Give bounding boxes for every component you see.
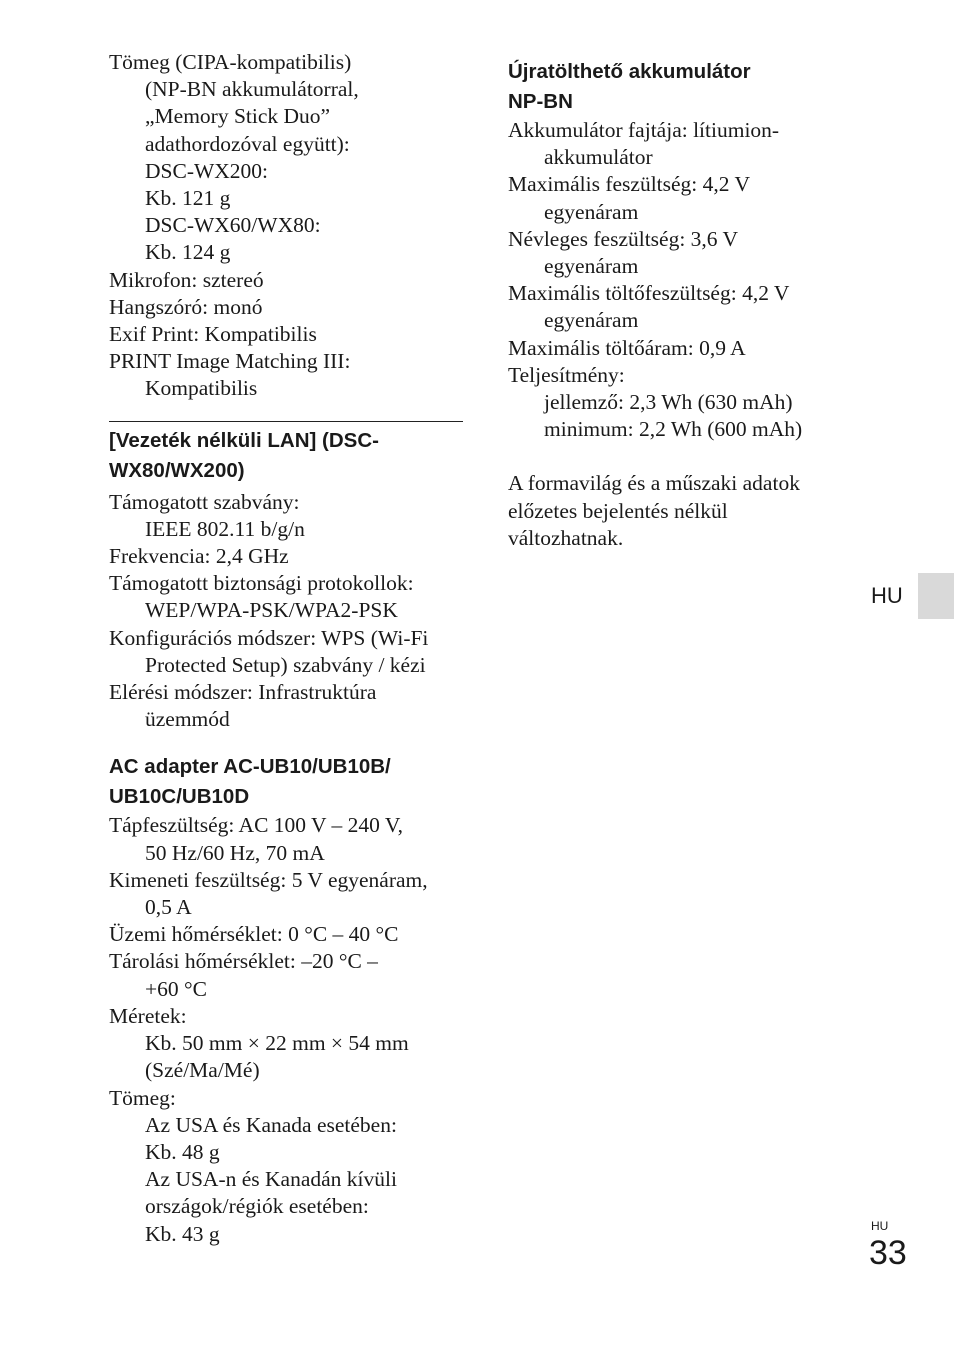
spec-battery-capacity: Teljesítmény: jellemző: 2,3 Wh (630 mAh) minimum: 2,2 Wh (600 mAh): [508, 362, 803, 442]
page-number: 33: [869, 1234, 907, 1272]
spec-wlan-security: Támogatott biztonsági protokollok: WEP/WPA-PSK/WPA2-PSK: [109, 571, 414, 623]
wlan-heading: [Vezeték nélküli LAN] (DSC- WX80/WX200): [109, 428, 379, 482]
spec-ac-mass: Tömeg: Az USA és Kanada esetében: Kb. 48 g Az USA-n és Kanadán kívüli országok/régiók esetében: Kb. 43 g: [109, 1085, 397, 1246]
spec-exif: Exif Print: Kompatibilis: [109, 322, 317, 347]
spec-print-image-matching: PRINT Image Matching III: Kompatibilis: [109, 349, 351, 401]
spec-wlan-config: Konfigurációs módszer: WPS (Wi-Fi Protected Setup) szabvány / kézi: [109, 625, 429, 677]
spec-ac-output: Kimeneti feszültség: 5 V egyenáram, 0,5 A: [109, 867, 428, 920]
spec-ac-supply: Tápfeszültség: AC 100 V – 240 V, 50 Hz/60 Hz, 70 mA: [109, 813, 404, 865]
spec-ac-storage-temp: Tárolási hőmérséklet: –20 °C – +60 °C: [109, 949, 378, 1001]
spec-ac-dimensions: Méretek: Kb. 50 mm × 22 mm × 54 mm (Szé/Ma/Mé): [109, 1003, 409, 1083]
right-column: [508, 49, 848, 552]
spec-microphone: Mikrofon: sztereó: [109, 267, 264, 292]
spec-battery-type: Akkumulátor fajtája: lítiumion- akkumulátor: [508, 118, 780, 170]
spec-mass-cipa: Tömeg (CIPA-kompatibilis) (NP-BN akkumulátorral, „Memory Stick Duo” adathordozóval együtt): DSC-WX200: Kb. 121 g DSC-WX60/WX80: Kb. 124 g: [109, 50, 359, 265]
design-change-notice: A formavilág és a műszaki adatok előzetes bejelentés nélkül változhatnak.: [508, 471, 800, 550]
spec-battery-max-charge-voltage: Maximális töltőfeszültség: 4,2 V egyenáram: [508, 281, 790, 333]
spec-battery-nominal-voltage: Névleges feszültség: 3,6 V egyenáram: [508, 226, 739, 279]
spec-speaker: Hangszóró: monó: [109, 294, 263, 319]
ac-adapter-heading: AC adapter AC-UB10/UB10B/ UB10C/UB10D: [109, 755, 391, 809]
spec-wlan-access: Elérési módszer: Infrastruktúra üzemmód: [109, 680, 377, 732]
spec-ac-op-temp: Üzemi hőmérséklet: 0 °C – 40 °C: [109, 922, 399, 947]
page-language-code: HU: [871, 1219, 889, 1233]
battery-heading: Újratölthető akkumulátor NP-BN: [508, 60, 751, 113]
spec-wlan-standard: Támogatott szabvány: IEEE 802.11 b/g/n: [109, 489, 305, 541]
spec-battery-max-voltage: Maximális feszültség: 4,2 V egyenáram: [508, 172, 751, 224]
spec-battery-max-charge-current: Maximális töltőáram: 0,9 A: [508, 335, 746, 360]
language-tab: [918, 573, 954, 619]
left-column: [109, 49, 465, 1248]
section-divider: [109, 421, 463, 422]
spec-wlan-frequency: Frekvencia: 2,4 GHz: [109, 544, 289, 569]
language-tab-label: HU: [871, 583, 903, 608]
